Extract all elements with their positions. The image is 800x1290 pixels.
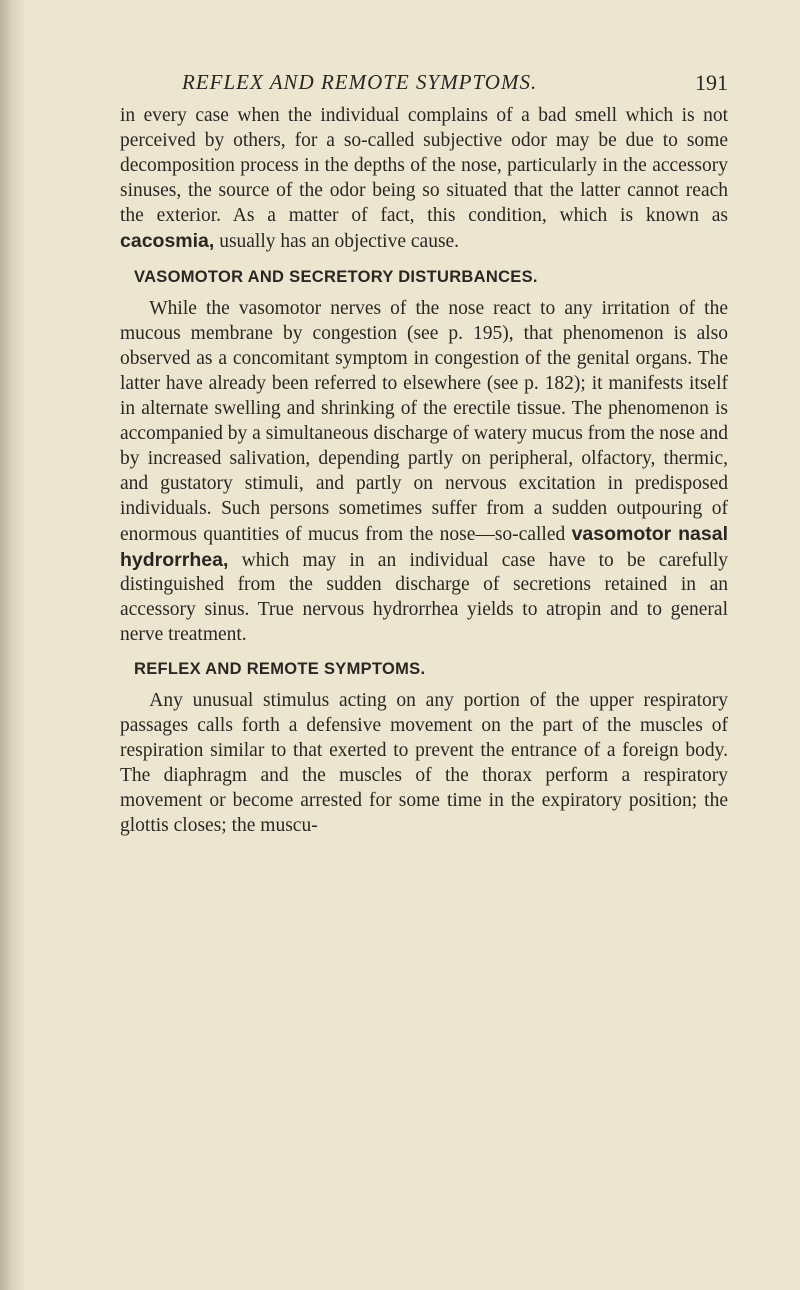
paragraph-cacosmia xyxy=(120,104,728,254)
paragraph-text: in every case when the individual complains of a bad smell which is not perceived by others, for a so-called subjective odor may be due to some decomposition process in the depths of the nose, particularly in the accessory sinuses, the source of the odor being so situated that the latter cannot reach the exterior. As a matter of fact, this condition, which is known as xyxy=(120,105,728,226)
paragraph-reflex: Any unusual stimulus acting on any portion of the upper respiratory passages calls forth a defensive movement on the part of the muscles of respiration similar to that exerted to prevent the entrance of a foreign body. The diaphragm and the muscles of the thorax perform a respiratory movement or become arrested for some time in the expiratory position; the glottis closes; the muscu- xyxy=(120,690,728,836)
page-number: 191 xyxy=(695,70,728,95)
term-cacosmia: cacosmia, xyxy=(120,229,215,252)
paragraph-vasomotor xyxy=(120,297,728,648)
paragraph-text-end: which may in an individual case have to be carefully distinguished from the sudden discharge of secretions retained in an accessory sinus. True nervous hydrorrhea yields to atropin and to general nerve treatment. xyxy=(120,549,729,646)
term-vasomotor-nasal-hydrorrhea: vasomotor nasal hydrorrhea, xyxy=(120,522,729,571)
section-heading-reflex: REFLEX AND REMOTE SYMPTOMS. xyxy=(134,660,426,679)
section-heading-vasomotor: VASOMOTOR AND SECRETORY DISTURBANCES. xyxy=(134,268,538,287)
running-head xyxy=(120,70,728,104)
running-title: REFLEX AND REMOTE SYMPTOMS. xyxy=(182,70,538,94)
page-body xyxy=(120,104,728,839)
book-page xyxy=(120,70,728,839)
paragraph-text-end: usually has an objective cause. xyxy=(219,230,460,252)
book-gutter-shadow xyxy=(0,0,26,1290)
paragraph-text: While the vasomotor nerves of the nose react to any irritation of the mucous membrane by congestion (see p. 195), that phenomenon is also observed as a concomitant symptom in congestion of the genital organs. The latter have already been referred to elsewhere (see p. 182); it manifests itself in alternate swelling and shrinking of the erectile tissue. The phenomenon is accompanied by a simultaneous discharge of watery mucus from the nose and by increased salivation, depending partly on peripheral, olfactory, thermic, and gustatory stimuli, and partly on nervous excitation in predisposed individuals. Such persons sometimes suffer from a sudden outpouring of enormous quantities of mucus from the nose—so-called xyxy=(120,298,728,545)
